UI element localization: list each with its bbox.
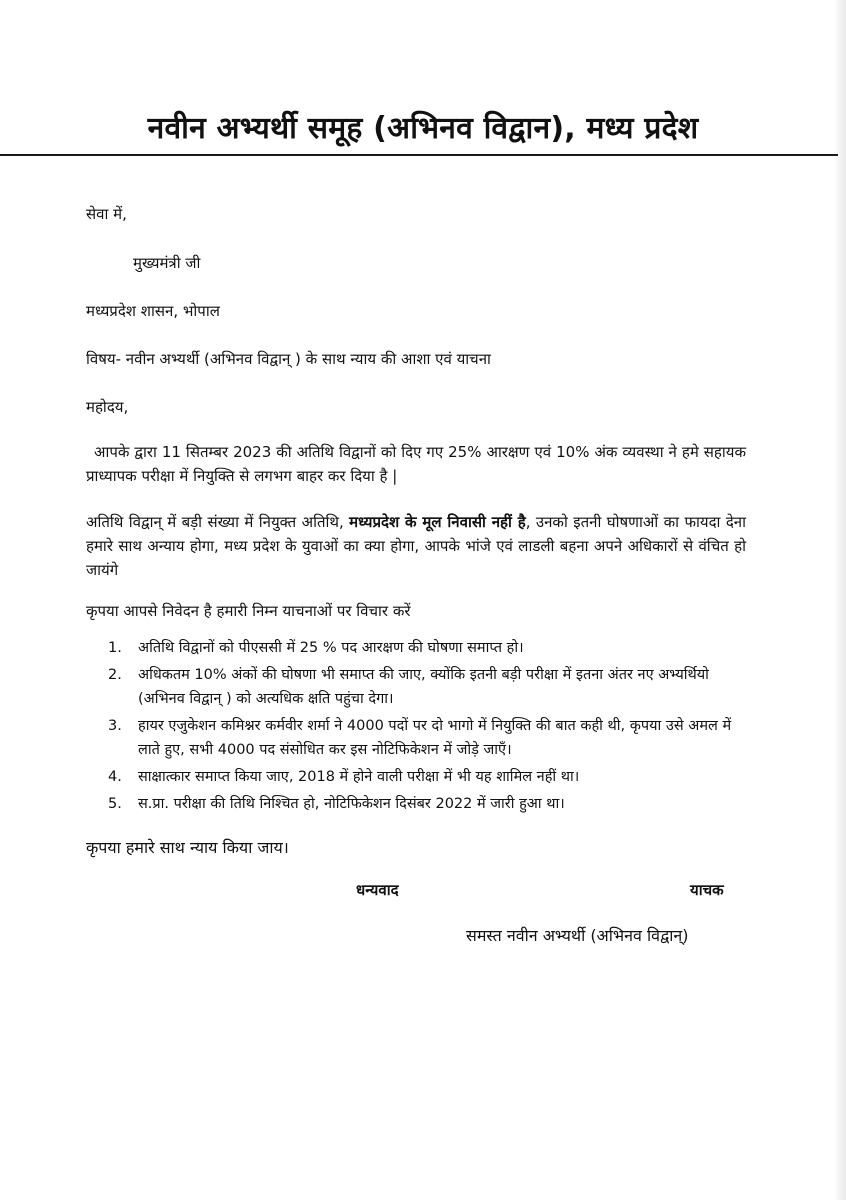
demands-list bbox=[108, 636, 748, 819]
demand-number: 2. bbox=[108, 667, 122, 683]
closing-request: कृपया हमारे साथ न्याय किया जाय। bbox=[86, 838, 289, 857]
recipient: मुख्यमंत्री जी bbox=[133, 254, 201, 272]
petitioner-label: याचक bbox=[690, 881, 724, 899]
paragraph-2-end: , उनको इतनी घोषणाओं का फायदा देना हमारे साथ अन्याय होगा, मध्य प्रदेश के युवाओं का क्या होगा, आपके भांजे एवं लाडली बहना अपने अधिकारों से वंचित हो जायंगे bbox=[86, 513, 747, 579]
greeting: महोदय, bbox=[86, 398, 129, 416]
demand-number: 3. bbox=[108, 718, 122, 734]
demand-item bbox=[108, 792, 748, 816]
demand-text: अधिकतम 10% अंकों की घोषणा भी समाप्त की जाए, क्योंकि इतनी बड़ी परीक्षा में इतना अंतर नए अभ्यर्थियो (अभिनव विद्वान् ) को अत्यधिक क्षति पहुंचा देगा। bbox=[138, 667, 709, 707]
paragraph-2-emphasis: मध्यप्रदेश के मूल निवासी नहीं है bbox=[349, 513, 526, 531]
recipient-address: मध्यप्रदेश शासन, भोपाल bbox=[86, 302, 220, 320]
demand-number: 1. bbox=[108, 640, 122, 656]
demand-item bbox=[108, 765, 748, 789]
letterhead-divider bbox=[0, 154, 838, 156]
paragraph-1: आपके द्वारा 11 सितम्बर 2023 की अतिथि विद्वानों को दिए गए 25% आरक्षण एवं 10% अंक व्यवस्था ने हमे सहायक प्राध्यापक परीक्षा में नियुक्ति से लगभग बाहर कर दिया है | bbox=[86, 443, 746, 485]
signatory: समस्त नवीन अभ्यर्थी (अभिनव विद्वान्) bbox=[466, 926, 689, 945]
letterhead-title: नवीन अभ्यर्थी समूह (अभिनव विद्वान), मध्य प्रदेश bbox=[147, 111, 699, 146]
demand-item bbox=[108, 663, 748, 711]
request-intro: कृपया आपसे निवेदन है हमारी निम्न याचनाओं पर विचार करें bbox=[86, 602, 411, 620]
demand-item bbox=[108, 714, 748, 762]
demand-text: हायर एजुकेशन कमिश्नर कर्मवीर शर्मा ने 4000 पदों पर दो भागो में नियुक्ति की बात कही थी, कृपया उसे अमल में लाते हुए, सभी 4000 पद संसोधित कर इस नोटिफिकेशन में जोड़े जाएँ। bbox=[138, 718, 732, 758]
demand-text: साक्षात्कार समाप्त किया जाए, 2018 में होने वाली परीक्षा में भी यह शामिल नहीं था। bbox=[138, 769, 580, 785]
demand-item bbox=[108, 636, 748, 660]
demand-text: स.प्रा. परीक्षा की तिथि निश्चित हो, नोटिफिकेशन दिसंबर 2022 में जारी हुआ था। bbox=[138, 796, 565, 812]
thanks-label: धन्यवाद bbox=[356, 881, 399, 899]
demand-number: 4. bbox=[108, 769, 122, 785]
demand-number: 5. bbox=[108, 796, 122, 812]
paragraph-2-start: अतिथि विद्वान् में बड़ी संख्या में नियुक्त अतिथि, bbox=[86, 513, 350, 531]
salutation-to: सेवा में, bbox=[86, 205, 127, 223]
page-edge-shadow bbox=[834, 0, 846, 1200]
demand-text: अतिथि विद्वानों को पीएससी में 25 % पद आरक्षण की घोषणा समाप्त हो। bbox=[138, 640, 524, 656]
subject-line: विषय- नवीन अभ्यर्थी (अभिनव विद्वान् ) के साथ न्याय की आशा एवं याचना bbox=[86, 350, 491, 368]
paragraph-2 bbox=[86, 510, 746, 582]
